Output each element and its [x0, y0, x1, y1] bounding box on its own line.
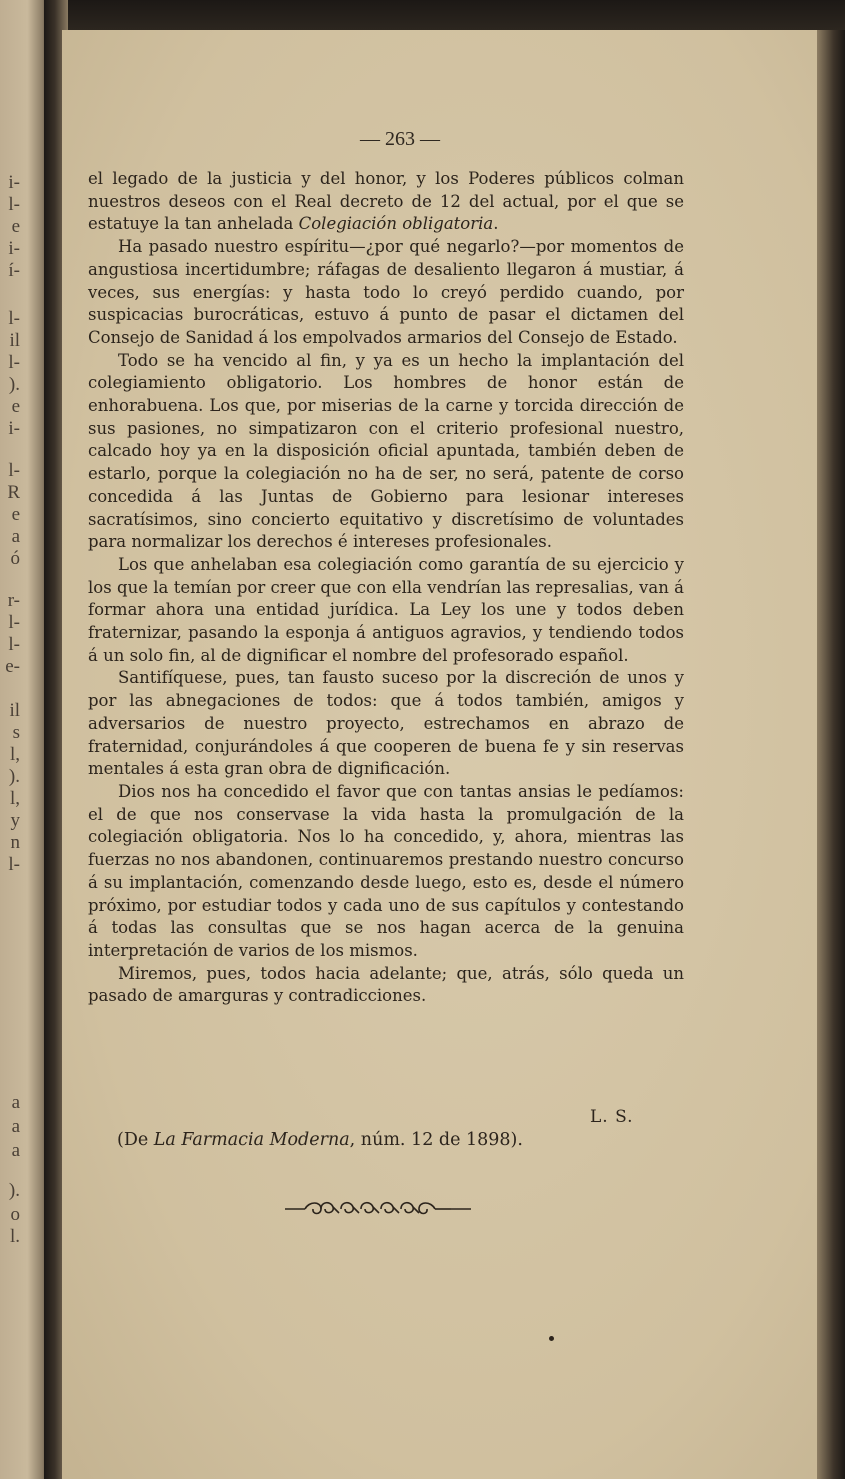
previous-page-fragment: í- — [8, 260, 20, 281]
previous-page-fragment: ). — [8, 1180, 20, 1201]
paragraph-text: el legado de la justicia y del honor, y los Poderes públicos colman nuestros deseos con el Real decreto de 12 del actual, por el que se estatuye la tan anhelada — [88, 169, 684, 234]
previous-page-fragment: i- — [8, 238, 20, 259]
citation-open: (De — [117, 1130, 154, 1150]
previous-page-fragment: a — [11, 1092, 20, 1113]
previous-page-strip — [0, 0, 50, 1479]
previous-page-fragment: a — [11, 1140, 20, 1161]
article-body — [88, 168, 684, 1008]
paragraph — [88, 350, 684, 554]
scan-top-edge — [62, 0, 845, 30]
previous-page-fragment: e — [11, 504, 20, 525]
previous-page-fragment: l- — [8, 308, 20, 329]
paragraph — [88, 236, 684, 350]
previous-page-fragment: R — [7, 482, 20, 503]
scan-right-edge — [817, 30, 845, 1479]
paragraph-text: Todo se ha vencido al fin, y ya es un hecho la implantación del colegiamiento obligatorio. Los hombres de honor están de enhorabuena. Los que, por miserias de la carne y torcida dirección de sus pasiones, no simpatizaron con el criterio profesional nuestro, calcado hoy ya en la disposición oficial apuntada, también deben de estarlo, porque la colegiación no ha de ser, no será, patente de corso concedida á las Juntas de Gobierno para lesionar intereses sacratísimos, sino concierto equitativo y discretísimo de voluntades para normalizar los derechos é intereses profesionales. — [88, 350, 684, 552]
paragraph-text: . — [493, 214, 499, 234]
previous-page-fragment: l- — [8, 634, 20, 655]
previous-page-fragment: l- — [8, 352, 20, 373]
previous-page-fragment: l. — [9, 1226, 20, 1247]
journal-title: La Farmacia Moderna — [153, 1130, 350, 1150]
author-initials: L. S. — [590, 1107, 634, 1127]
previous-page-fragment: l- — [8, 194, 20, 215]
previous-page-fragment: n — [10, 832, 20, 853]
paragraph — [88, 667, 684, 781]
previous-page-fragment: l- — [8, 460, 20, 481]
previous-page-fragment: ó — [10, 548, 20, 569]
previous-page-fragment: il — [9, 700, 20, 721]
paragraph-text: Santifíquese, pues, tan fausto suceso por la discreción de unos y por las abnegaciones de todos: que á todos también, amigos y adversarios de nuestro proyecto, estrechamos en abrazo de fraternidad, conjurándoles á que cooperen de buena fe y sin reservas mentales á esta gran obra de dignificación. — [88, 668, 684, 779]
paragraph-text: Los que anhelaban esa colegiación como garantía de su ejercicio y los que la temían por creer que con ella vendrían las represalias, van á formar ahora una entidad jurídica. La Ley los une y todos deben fraternizar, pasando la esponja á antiguos agravios, y tendiendo todos á un solo fin, al de dignificar el nombre del profesorado español. — [88, 554, 684, 665]
previous-page-fragment: a — [11, 1116, 20, 1137]
previous-page-fragment: ). — [8, 374, 20, 395]
page-number: — 263 — — [360, 128, 440, 150]
paragraph — [88, 963, 684, 1008]
previous-page-fragment: l- — [8, 612, 20, 633]
previous-page-fragment: ). — [8, 766, 20, 787]
previous-page-fragment: il — [9, 330, 20, 351]
scroll-ornament-icon — [283, 1198, 473, 1220]
italic-term: Colegiación obligatoria — [298, 214, 494, 234]
stray-ink-dot — [549, 1336, 554, 1341]
previous-page-fragment: i- — [8, 172, 20, 193]
previous-page-fragment: e- — [5, 656, 20, 677]
previous-page-fragment: i- — [8, 418, 20, 439]
previous-page-fragment: a — [11, 526, 20, 547]
previous-page-fragment: o — [10, 1204, 20, 1225]
paragraph — [88, 554, 684, 668]
citation-close: , núm. 12 de 1898). — [349, 1130, 523, 1150]
paragraph-text: Ha pasado nuestro espíritu—¿por qué negarlo?—por momentos de angustiosa incertidumbre; ráfagas de desaliento llegaron á mustiar, á veces, sus energías: y hasta todo lo creyó perdido cuando, por suspicacias burocráticas, estuvo á punto de pasar el dictamen del Consejo de Sanidad á los empolvados armarios del Consejo de Estado. — [88, 237, 684, 347]
paragraph — [88, 168, 684, 236]
previous-page-fragment: l- — [8, 854, 20, 875]
previous-page-fragment: y — [10, 810, 20, 831]
paragraph-text: Miremos, pues, todos hacia adelante; que, atrás, sólo queda un pasado de amarguras y contradicciones. — [88, 963, 684, 1006]
paragraph-text: Dios nos ha concedido el favor que con tantas ansias le pedíamos: el de que nos conservase la vida hasta la promulgación de la colegiación obligatoria. Nos lo ha concedido, y, ahora, mientras las fuerzas no nos abandonen, continuaremos prestando nuestro concurso á su implantación, comenzando desde luego, esto es, desde el número próximo, por estudiar todos y cada uno de sus capítulos y contestando á todas las consultas que se nos hagan acerca de la genuina interpretación de varios de los mismos. — [88, 781, 684, 960]
source-citation — [117, 1130, 523, 1150]
previous-page-fragment: s — [12, 722, 20, 743]
previous-page-fragment: e — [11, 216, 20, 237]
previous-page-fragment: l, — [9, 788, 20, 809]
previous-page-fragment: l, — [9, 744, 20, 765]
paragraph — [88, 781, 684, 963]
previous-page-fragment: e — [11, 396, 20, 417]
previous-page-fragment: r- — [7, 590, 20, 611]
